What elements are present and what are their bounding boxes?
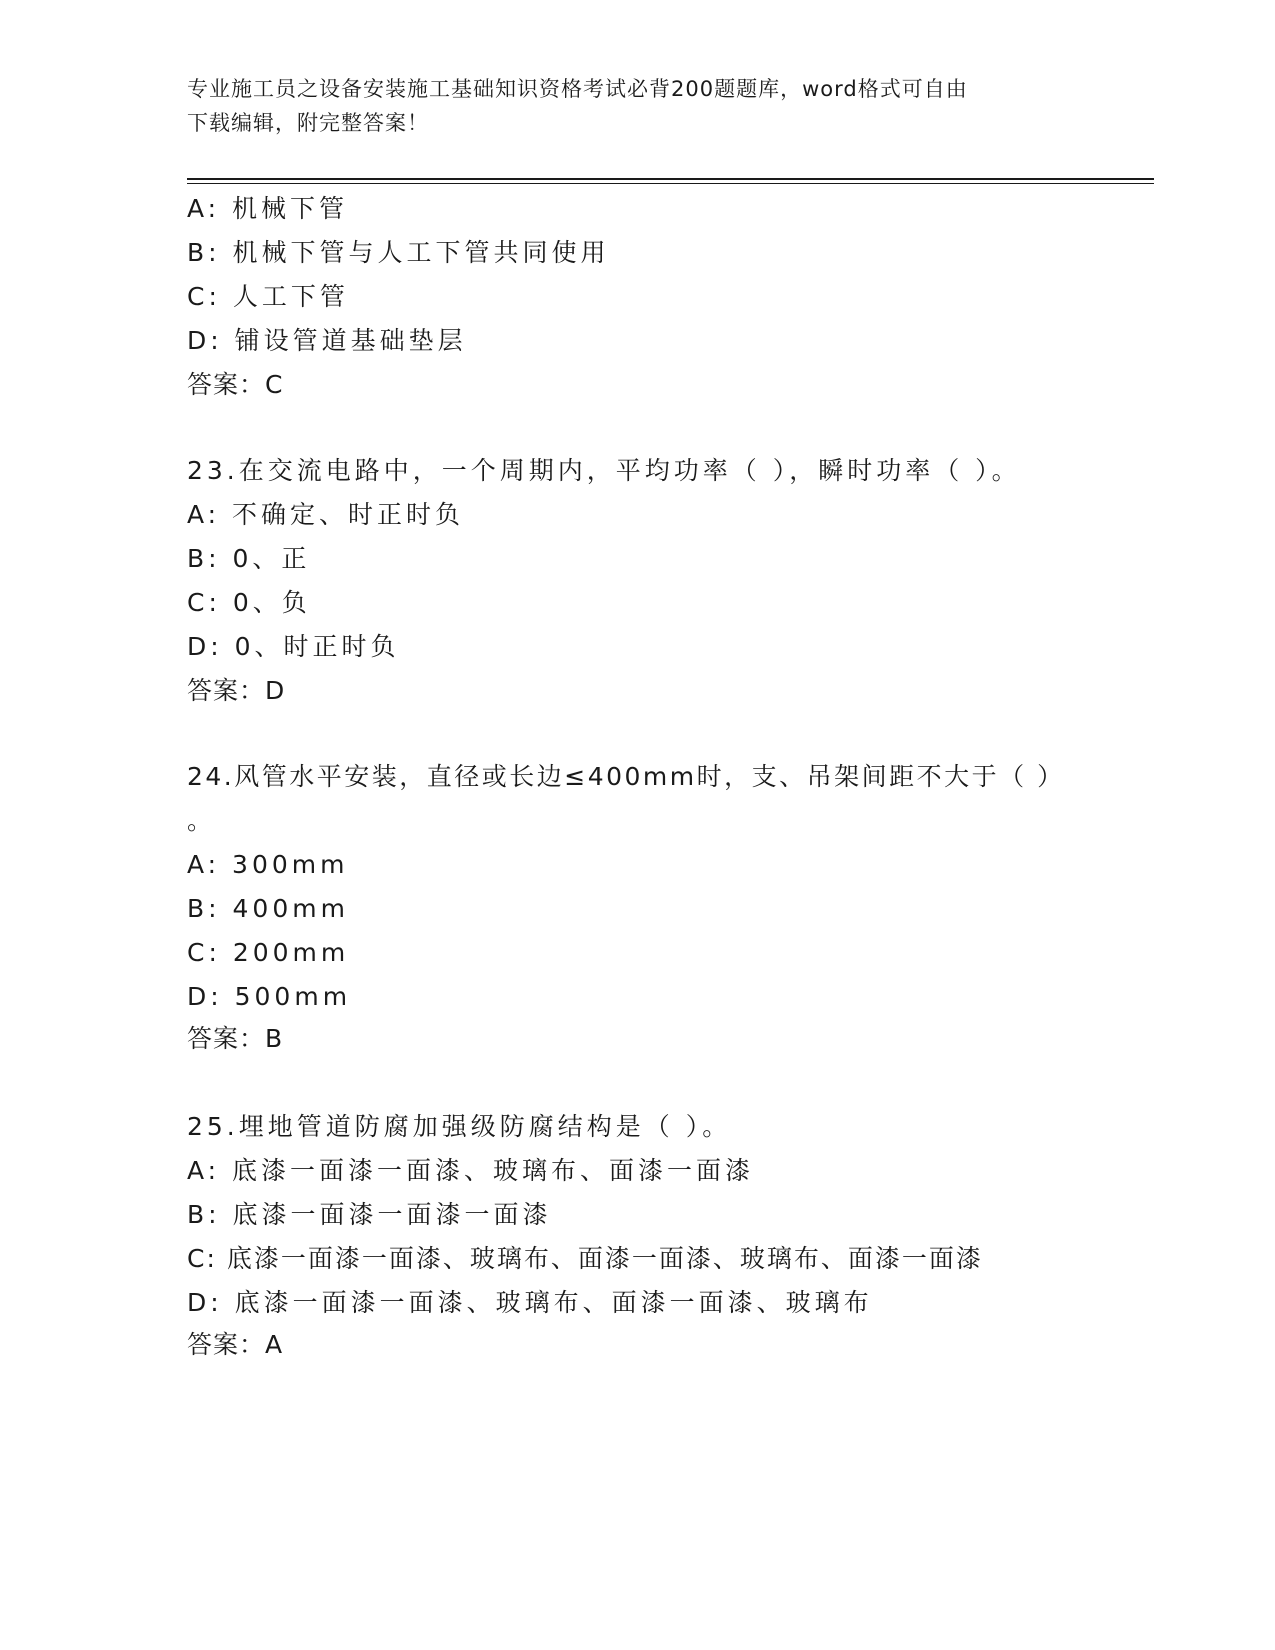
- header-line-1: 专业施工员之设备安装施工基础知识资格考试必背200题题库，word格式可自由: [187, 77, 968, 101]
- header-divider-thick: [187, 178, 1154, 180]
- q24-option-b: B: 400mm: [187, 894, 349, 923]
- q22-option-a: A: 机械下管: [187, 194, 349, 223]
- q25-option-c: C: 底漆一面漆一面漆、玻璃布、面漆一面漆、玻璃布、面漆一面漆: [187, 1244, 983, 1273]
- q24-stem-continuation: 。: [187, 806, 217, 835]
- q22-option-d: D: 铺设管道基础垫层: [187, 326, 467, 355]
- q22-option-b: B: 机械下管与人工下管共同使用: [187, 238, 610, 267]
- q24-option-a: A: 300mm: [187, 850, 349, 879]
- document-header: [187, 72, 1067, 140]
- q24-answer: 答案：B: [187, 1024, 284, 1053]
- q23-answer: 答案：D: [187, 676, 286, 705]
- q22-answer: 答案：C: [187, 370, 284, 399]
- q25-option-d: D: 底漆一面漆一面漆、玻璃布、面漆一面漆、玻璃布: [187, 1288, 873, 1317]
- q25-answer: 答案：A: [187, 1330, 284, 1359]
- q25-option-a: A: 底漆一面漆一面漆、玻璃布、面漆一面漆: [187, 1156, 755, 1185]
- q23-option-a: A: 不确定、时正时负: [187, 500, 465, 529]
- q23-option-c: C: 0、负: [187, 588, 311, 617]
- q23-option-b: B: 0、正: [187, 544, 311, 573]
- q24-option-d: D: 500mm: [187, 982, 352, 1011]
- q23-option-d: D: 0、时正时负: [187, 632, 400, 661]
- q22-option-c: C: 人工下管: [187, 282, 349, 311]
- q25-stem: 25.埋地管道防腐加强级防腐结构是（ ）。: [187, 1112, 732, 1141]
- q23-stem: 23.在交流电路中，一个周期内，平均功率（ ），瞬时功率（ ）。: [187, 456, 1021, 485]
- q24-option-c: C: 200mm: [187, 938, 350, 967]
- header-line-2: 下载编辑，附完整答案！: [187, 111, 429, 135]
- q25-option-b: B: 底漆一面漆一面漆一面漆: [187, 1200, 552, 1229]
- q24-stem: 24.风管水平安装，直径或长边≤400mm时，支、吊架间距不大于（ ）: [187, 762, 1065, 791]
- header-divider-thin: [187, 183, 1154, 184]
